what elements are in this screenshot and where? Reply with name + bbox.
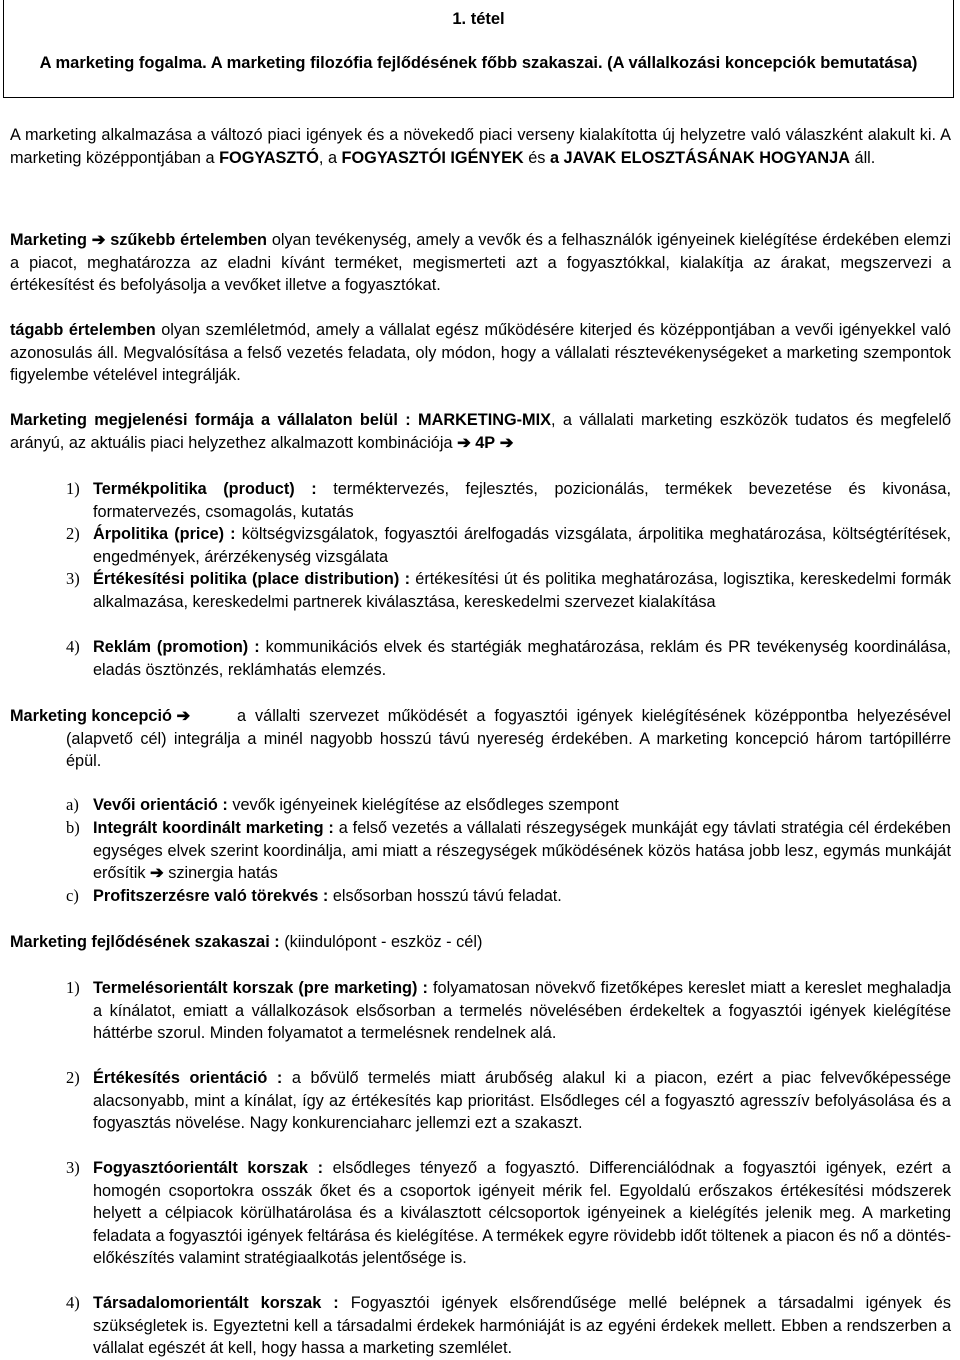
definition-narrow: Marketing ➔ szűkebb értelemben olyan tevékenység, amely a vevők és a felhasználók igényeinek kielégítése érdekében elemzi a piacot, meghatározza az eladni kívánt terméket, megismerteti azt a fogyasztókkal, kialakítja az árakat, megszervezi a értékesítést és befolyásolja a vevőket illetve a fogyasztókat.	[10, 231, 951, 294]
list-item: Profitszerzésre való törekvés : elsősorban hosszú távú feladat.	[93, 887, 562, 905]
intro-paragraph: A marketing alkalmazása a változó piaci igények és a növekedő piaci verseny kialakította új helyzetre való válaszként alakult ki. A marketing középpontjában a FOGYASZTÓ, a FOGYASZTÓI IGÉNYEK és a JAVAK ELOSZTÁSÁNAK HOGYANJA áll.	[10, 126, 951, 167]
definition-broad: tágabb értelemben olyan szemléletmód, amely a vállalat egész működésére kiterjed és középpontjában a vevői igényekkel való azonosulás áll. Megvalósítása a felső vezetés feladata, oly módon, hogy a vállalati résztevékenységeket a marketing szempontok figyelembe vételével integrálják.	[10, 321, 951, 384]
list-item-number: 3)	[66, 1158, 80, 1177]
list-item-number: 4)	[66, 1293, 80, 1312]
list-item: Értékesítési politika (place distribution) : értékesítési út és politika meghatározása, logisztika, kereskedelmi formák alkalmazása, kereskedelmi partnerek kiválasztása, kereskedelmi szervezet kialakítása	[93, 570, 951, 611]
list-item: Fogyasztóorientált korszak : elsődleges tényező a fogyasztó. Differenciálódnak a fogyasztói igények, ezért a homogén csoportokra osszák őket és a csoportok igényeit mérik fel. Egyoldalú erőszakos értékesítési módszerek helyett a célpiacok körülhatárolása és a kiválasztott célcsoportok igényeinek a kielégítés jelenik meg. A marketing feladata a fogyasztói igények feltárása és kielégítése. A termékek egyre rövidebb időt töltenek a piacon és nő a döntés-előkészítés valamint stratégiaalkotás jelentősége is.	[93, 1159, 952, 1267]
list-item-number: 2)	[66, 1068, 80, 1087]
arrow-right-icon: ➔	[150, 864, 164, 882]
title-box	[3, 0, 954, 98]
arrow-right-icon: ➔	[499, 433, 514, 452]
list-item: Termelésorientált korszak (pre marketing) : folyamatosan növekvő fizetőképes kereslet miatt a kereslet meghaladja a kínálatot, emiatt a vállalkozások elsősorban a termelés növelésében érdekeltek a fogyasztói igények kielégítése háttérbe szorul. Minden folyamatot a termelésnek rendelnek alá.	[93, 979, 952, 1042]
list-item-number: 2)	[66, 524, 80, 543]
list-item: Reklám (promotion) : kommunikációs elvek és startégiák meghatározása, reklám és PR tevékenység koordinálása, eladás ösztönzés, reklámhatás elemzés.	[93, 638, 951, 679]
document-subtitle: A marketing fogalma. A marketing filozófia fejlődésének főbb szakaszai. (A vállalkozási koncepciók bemutatása)	[39, 54, 918, 72]
list-item-number: 4)	[66, 637, 80, 656]
list-item: Termékpolitika (product) : terméktervezés, fejlesztés, pozicionálás, termékek bevezetése és kivonása, formatervezés, csomagolás, kutatás	[93, 480, 951, 521]
list-item: Árpolitika (price) : költségvizsgálatok, fogyasztói árelfogadás vizsgálata, árpolitika meghatározása, költségtérítések, engedmények, árérzékenység vizsgálata	[93, 525, 951, 566]
document-title: 1. tétel	[452, 10, 505, 28]
arrow-right-icon: ➔	[457, 433, 471, 452]
arrow-right-icon: ➔	[176, 707, 191, 725]
list-item: Integrált koordinált marketing : a felső vezetés a vállalati részegységek munkáját egy távlati stratégia cél érdekében egységes elvek szerint koordinálja, ami miatt a részegységek működésének közös hatása jobb lesz, egymás munkáját erősítik ➔ szinergia hatás	[93, 819, 951, 882]
list-item-letter: a)	[66, 795, 79, 814]
list-item: Vevői orientáció : vevők igényeinek kielégítése az elsődleges szempont	[93, 796, 619, 814]
concept-label: Marketing koncepció ➔	[10, 707, 191, 725]
arrow-right-icon: ➔	[91, 231, 106, 249]
list-item: Társadalomorientált korszak : Fogyasztói igények elsőrendűsége mellé belépnek a társadalmi igények és szükségletek is. Egyeztetni kell a társadalmi érdekek harmóniáját is az egyéni érdekek mellett. Ebben a rendszerben a vállalat egészét át kell, hogy hassa a marketing szemlélet.	[93, 1294, 951, 1357]
list-item-letter: b)	[66, 818, 80, 837]
concept-paragraph: a vállalti szervezet működését a fogyasztói igények kielégítésének középpontba helyezésével (alapvető cél) integrálja a minél nagyobb hosszú távú nyereség érdekében. A marketing koncepció három tartópillérre épül.	[66, 707, 951, 770]
list-item-number: 1)	[66, 479, 80, 498]
stages-heading: Marketing fejlődésének szakaszai : (kiindulópont - eszköz - cél)	[10, 933, 483, 951]
list-item: Értékesítés orientáció : a bővülő termelés miatt árubőség alakul ki a piacon, ezért a piac felvevőképessége alacsonyabb, mint a kínálat, így az értékesítés kap prioritást. Elsődleges cél a fogyasztó agresszív befolyásolása és a fogyasztás növelése. Nagy konkurenciaharc jellemzi ezt a szakaszt.	[93, 1069, 951, 1132]
list-item-number: 1)	[66, 978, 80, 997]
list-item-number: 3)	[66, 569, 80, 588]
marketing-mix-paragraph: Marketing megjelenési formája a vállalaton belül : MARKETING-MIX, a vállalati marketing eszközök tudatos és megfelelő arányú, az aktuális piaci helyzethez alkalmazott kombinációja ➔ 4P ➔	[10, 411, 951, 452]
list-item-letter: c)	[66, 886, 79, 905]
